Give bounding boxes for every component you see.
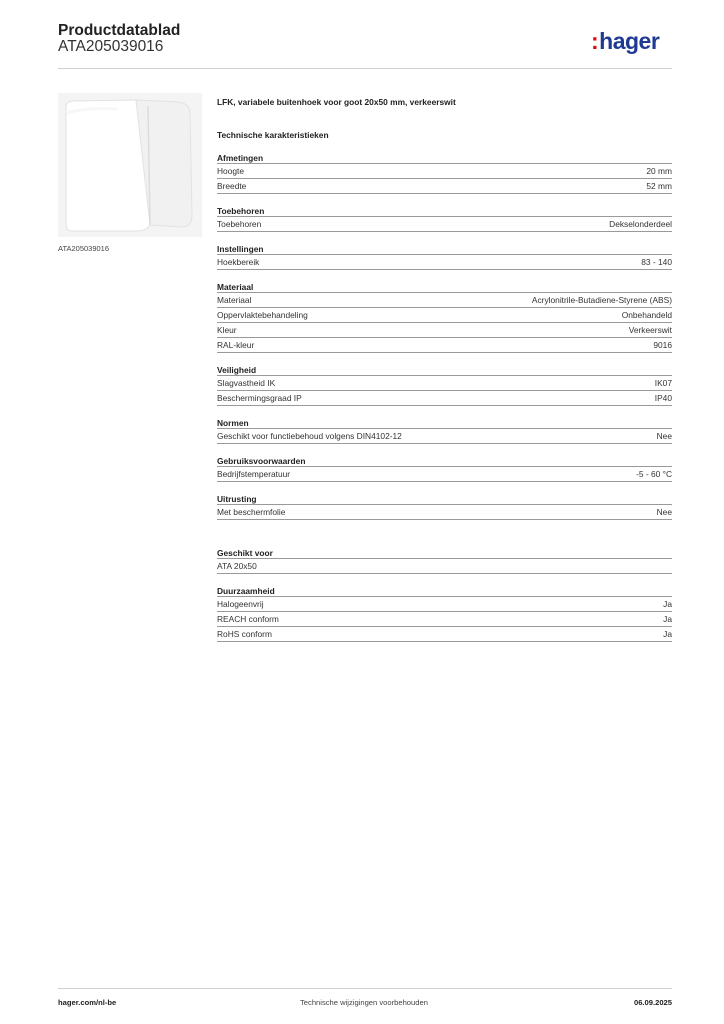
header-divider xyxy=(58,68,672,69)
spec-row xyxy=(217,179,672,194)
spec-row xyxy=(217,467,672,482)
section-title: Geschikt voor xyxy=(217,548,672,559)
section-title: Gebruiksvoorwaarden xyxy=(217,456,672,467)
spec-value: Nee xyxy=(656,431,672,441)
spec-row xyxy=(217,293,672,308)
spec-row xyxy=(217,627,672,642)
section-title: Toebehoren xyxy=(217,206,672,217)
spec-value: Dekselonderdeel xyxy=(609,219,672,229)
spec-label: Breedte xyxy=(217,181,247,191)
section-title: Uitrusting xyxy=(217,494,672,505)
spec-row xyxy=(217,597,672,612)
spec-row xyxy=(217,308,672,323)
spec-label: Beschermingsgraad IP xyxy=(217,393,302,403)
article-number: ATA205039016 xyxy=(58,38,164,55)
spec-row xyxy=(217,376,672,391)
spec-value: -5 - 60 °C xyxy=(636,469,672,479)
spec-label: REACH conform xyxy=(217,614,279,624)
logo-mark-icon: : xyxy=(591,28,599,54)
spec-label: Halogeenvrij xyxy=(217,599,264,609)
section-title: Instellingen xyxy=(217,244,672,255)
spec-section xyxy=(217,456,672,482)
spec-value: Ja xyxy=(663,599,672,609)
spec-value: Nee xyxy=(656,507,672,517)
section-title: Materiaal xyxy=(217,282,672,293)
spec-section xyxy=(217,244,672,270)
spec-value: 9016 xyxy=(653,340,672,350)
spec-label: Geschikt voor functiebehoud volgens DIN4102-12 xyxy=(217,431,402,441)
spec-label: Met beschermfolie xyxy=(217,507,286,517)
spec-value: 52 mm xyxy=(646,181,672,191)
spec-row xyxy=(217,323,672,338)
spec-label: Hoekbereik xyxy=(217,257,260,267)
section-title: Normen xyxy=(217,418,672,429)
spec-row xyxy=(217,612,672,627)
spec-row xyxy=(217,391,672,406)
spec-sections xyxy=(217,153,672,642)
spec-row xyxy=(217,217,672,232)
spec-content xyxy=(217,97,672,642)
spec-value: Onbehandeld xyxy=(621,310,672,320)
spec-section xyxy=(217,548,672,574)
section-title: Duurzaamheid xyxy=(217,586,672,597)
spec-section xyxy=(217,586,672,642)
spec-value: Ja xyxy=(663,629,672,639)
spec-row xyxy=(217,505,672,520)
spec-label: Hoogte xyxy=(217,166,245,176)
section-title: Veiligheid xyxy=(217,365,672,376)
spec-label: Slagvastheid IK xyxy=(217,378,276,388)
section-title: Afmetingen xyxy=(217,153,672,164)
spec-row xyxy=(217,429,672,444)
spec-section xyxy=(217,494,672,520)
spec-label: RoHS conform xyxy=(217,629,272,639)
spec-value: Acrylonitrile-Butadiene-Styrene (ABS) xyxy=(531,295,672,305)
spec-section xyxy=(217,418,672,444)
spec-section xyxy=(217,206,672,232)
footer-divider xyxy=(58,988,672,989)
tech-heading: Technische karakteristieken xyxy=(217,130,329,140)
spec-value: Ja xyxy=(663,614,672,624)
spec-row xyxy=(217,338,672,353)
spec-row xyxy=(217,559,672,574)
image-caption: ATA205039016 xyxy=(58,244,110,253)
spec-value: IP40 xyxy=(654,393,672,403)
footer-website: hager.com/nl-be xyxy=(58,998,117,1007)
spec-label: ATA 20x50 xyxy=(217,561,257,571)
product-title: LFK, variabele buitenhoek voor goot 20x50 mm, verkeerswit xyxy=(217,97,456,107)
footer-notice: Technische wijzigingen voorbehouden xyxy=(300,998,428,1007)
hager-logo xyxy=(591,28,659,55)
footer-date: 06.09.2025 xyxy=(633,998,672,1007)
spec-label: Oppervlaktebehandeling xyxy=(217,310,308,320)
spec-label: RAL-kleur xyxy=(217,340,255,350)
spec-section xyxy=(217,153,672,194)
spec-value: 20 mm xyxy=(646,166,672,176)
spec-row xyxy=(217,164,672,179)
page-title: Productdatablad xyxy=(58,22,181,39)
spec-label: Toebehoren xyxy=(217,219,262,229)
spec-section xyxy=(217,282,672,353)
logo-text: hager xyxy=(599,28,660,54)
spec-label: Bedrijfstemperatuur xyxy=(217,469,291,479)
spec-label: Materiaal xyxy=(217,295,252,305)
spec-section xyxy=(217,365,672,406)
spec-row xyxy=(217,255,672,270)
spec-value: IK07 xyxy=(654,378,672,388)
spec-value: Verkeerswit xyxy=(628,325,672,335)
spec-label: Kleur xyxy=(217,325,237,335)
product-image xyxy=(58,93,202,237)
spec-value: 83 - 140 xyxy=(641,257,672,267)
